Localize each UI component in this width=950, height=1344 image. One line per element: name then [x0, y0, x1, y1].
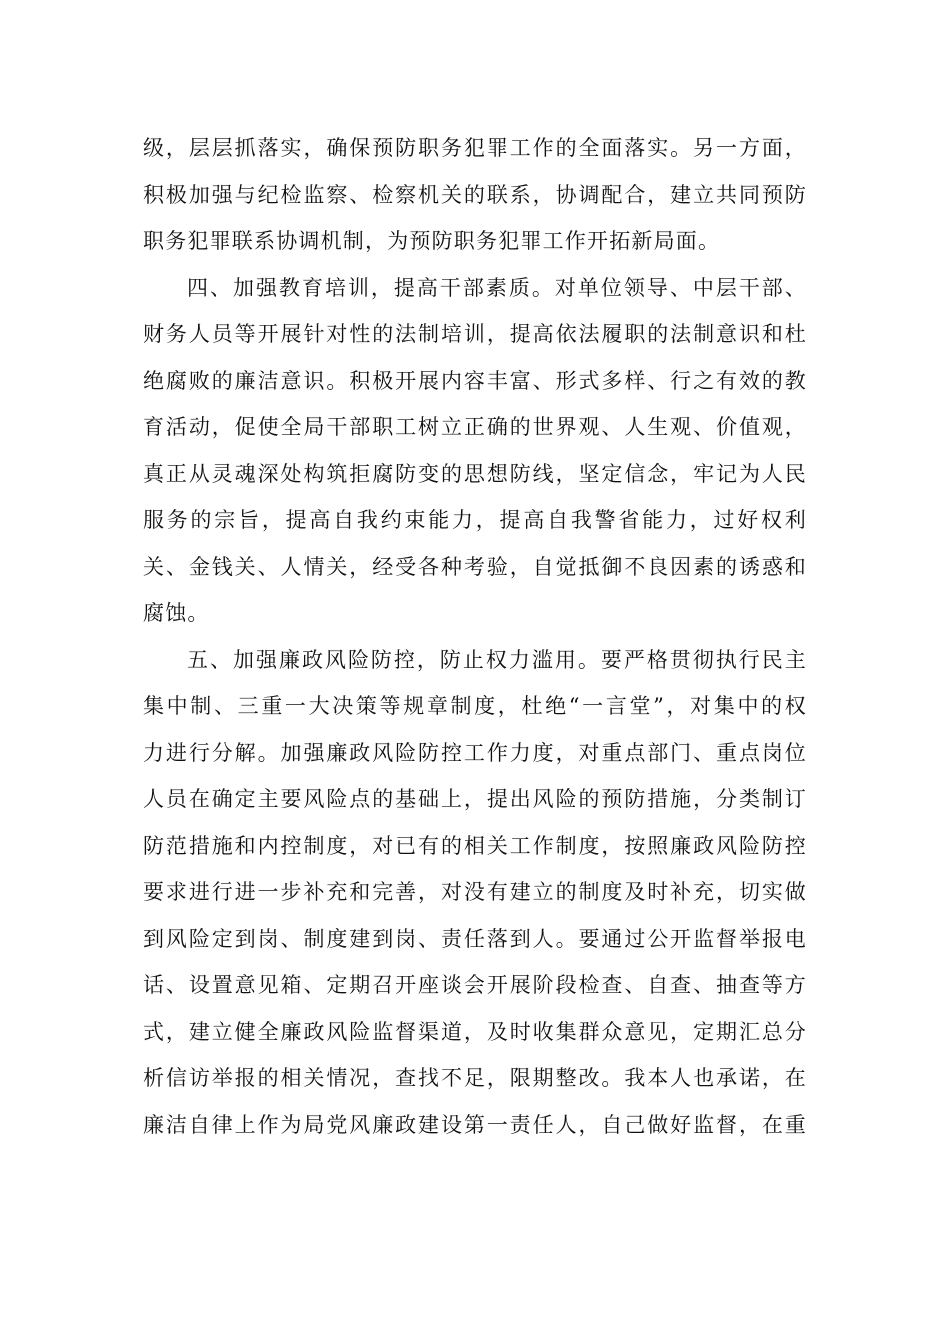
text-line: 防范措施和内控制度，对已有的相关工作制度，按照廉政风险防控 — [143, 833, 807, 858]
text-line: 育活动，促使全局干部职工树立正确的世界观、人生观、价值观， — [143, 415, 807, 439]
text-line: 到风险定到岗、制度建到岗、责任落到人。要通过公开监督举报电 — [143, 926, 807, 951]
text-line: 服务的宗旨，提高自我约束能力，提高自我警省能力，过好权利 — [143, 508, 807, 532]
body-text — [143, 125, 807, 1148]
text-line: 力进行分解。加强廉政风险防控工作力度，对重点部门、重点岗位 — [143, 740, 807, 765]
text-line: 财务人员等开展针对性的法制培训，提高依法履职的法制意识和杜 — [143, 322, 807, 346]
text-line: 人员在确定主要风险点的基础上，提出风险的预防措施，分类制订 — [143, 787, 807, 811]
text-line: 析信访举报的相关情况，查找不足，限期整改。我本人也承诺，在 — [143, 1066, 807, 1090]
text-line: 要求进行进一步补充和完善，对没有建立的制度及时补充，切实做 — [143, 880, 807, 904]
text-line: 绝腐败的廉洁意识。积极开展内容丰富、形式多样、行之有效的教 — [143, 368, 807, 393]
text-line: 五、加强廉政风险防控，防止权力滥用。要严格贯彻执行民主 — [187, 647, 807, 672]
text-line: 积极加强与纪检监察、检察机关的联系，协调配合，建立共同预防 — [143, 182, 807, 207]
text-line: 职务犯罪联系协调机制，为预防职务犯罪工作开拓新局面。 — [143, 229, 721, 253]
text-line: 四、加强教育培训，提高干部素质。对单位领导、中层干部、 — [187, 275, 807, 300]
text-line: 话、设置意见箱、定期召开座谈会开展阶段检查、自查、抽查等方 — [143, 973, 807, 997]
text-line: 真正从灵魂深处构筑拒腐防变的思想防线，坚定信念，牢记为人民 — [143, 461, 807, 486]
text-line: 腐蚀。 — [143, 601, 210, 625]
text-line: 级，层层抓落实，确保预防职务犯罪工作的全面落实。另一方面， — [143, 136, 807, 160]
text-line: 式，建立健全廉政风险监督渠道，及时收集群众意见，定期汇总分 — [143, 1019, 807, 1044]
text-line: 关、金钱关、人情关，经受各种考验，自觉抵御不良因素的诱惑和 — [143, 554, 807, 579]
text-line: 廉洁自律上作为局党风廉政建设第一责任人，自己做好监督，在重 — [143, 1112, 807, 1137]
text-line: 集中制、三重一大决策等规章制度，杜绝“一言堂”，对集中的权 — [143, 694, 807, 718]
